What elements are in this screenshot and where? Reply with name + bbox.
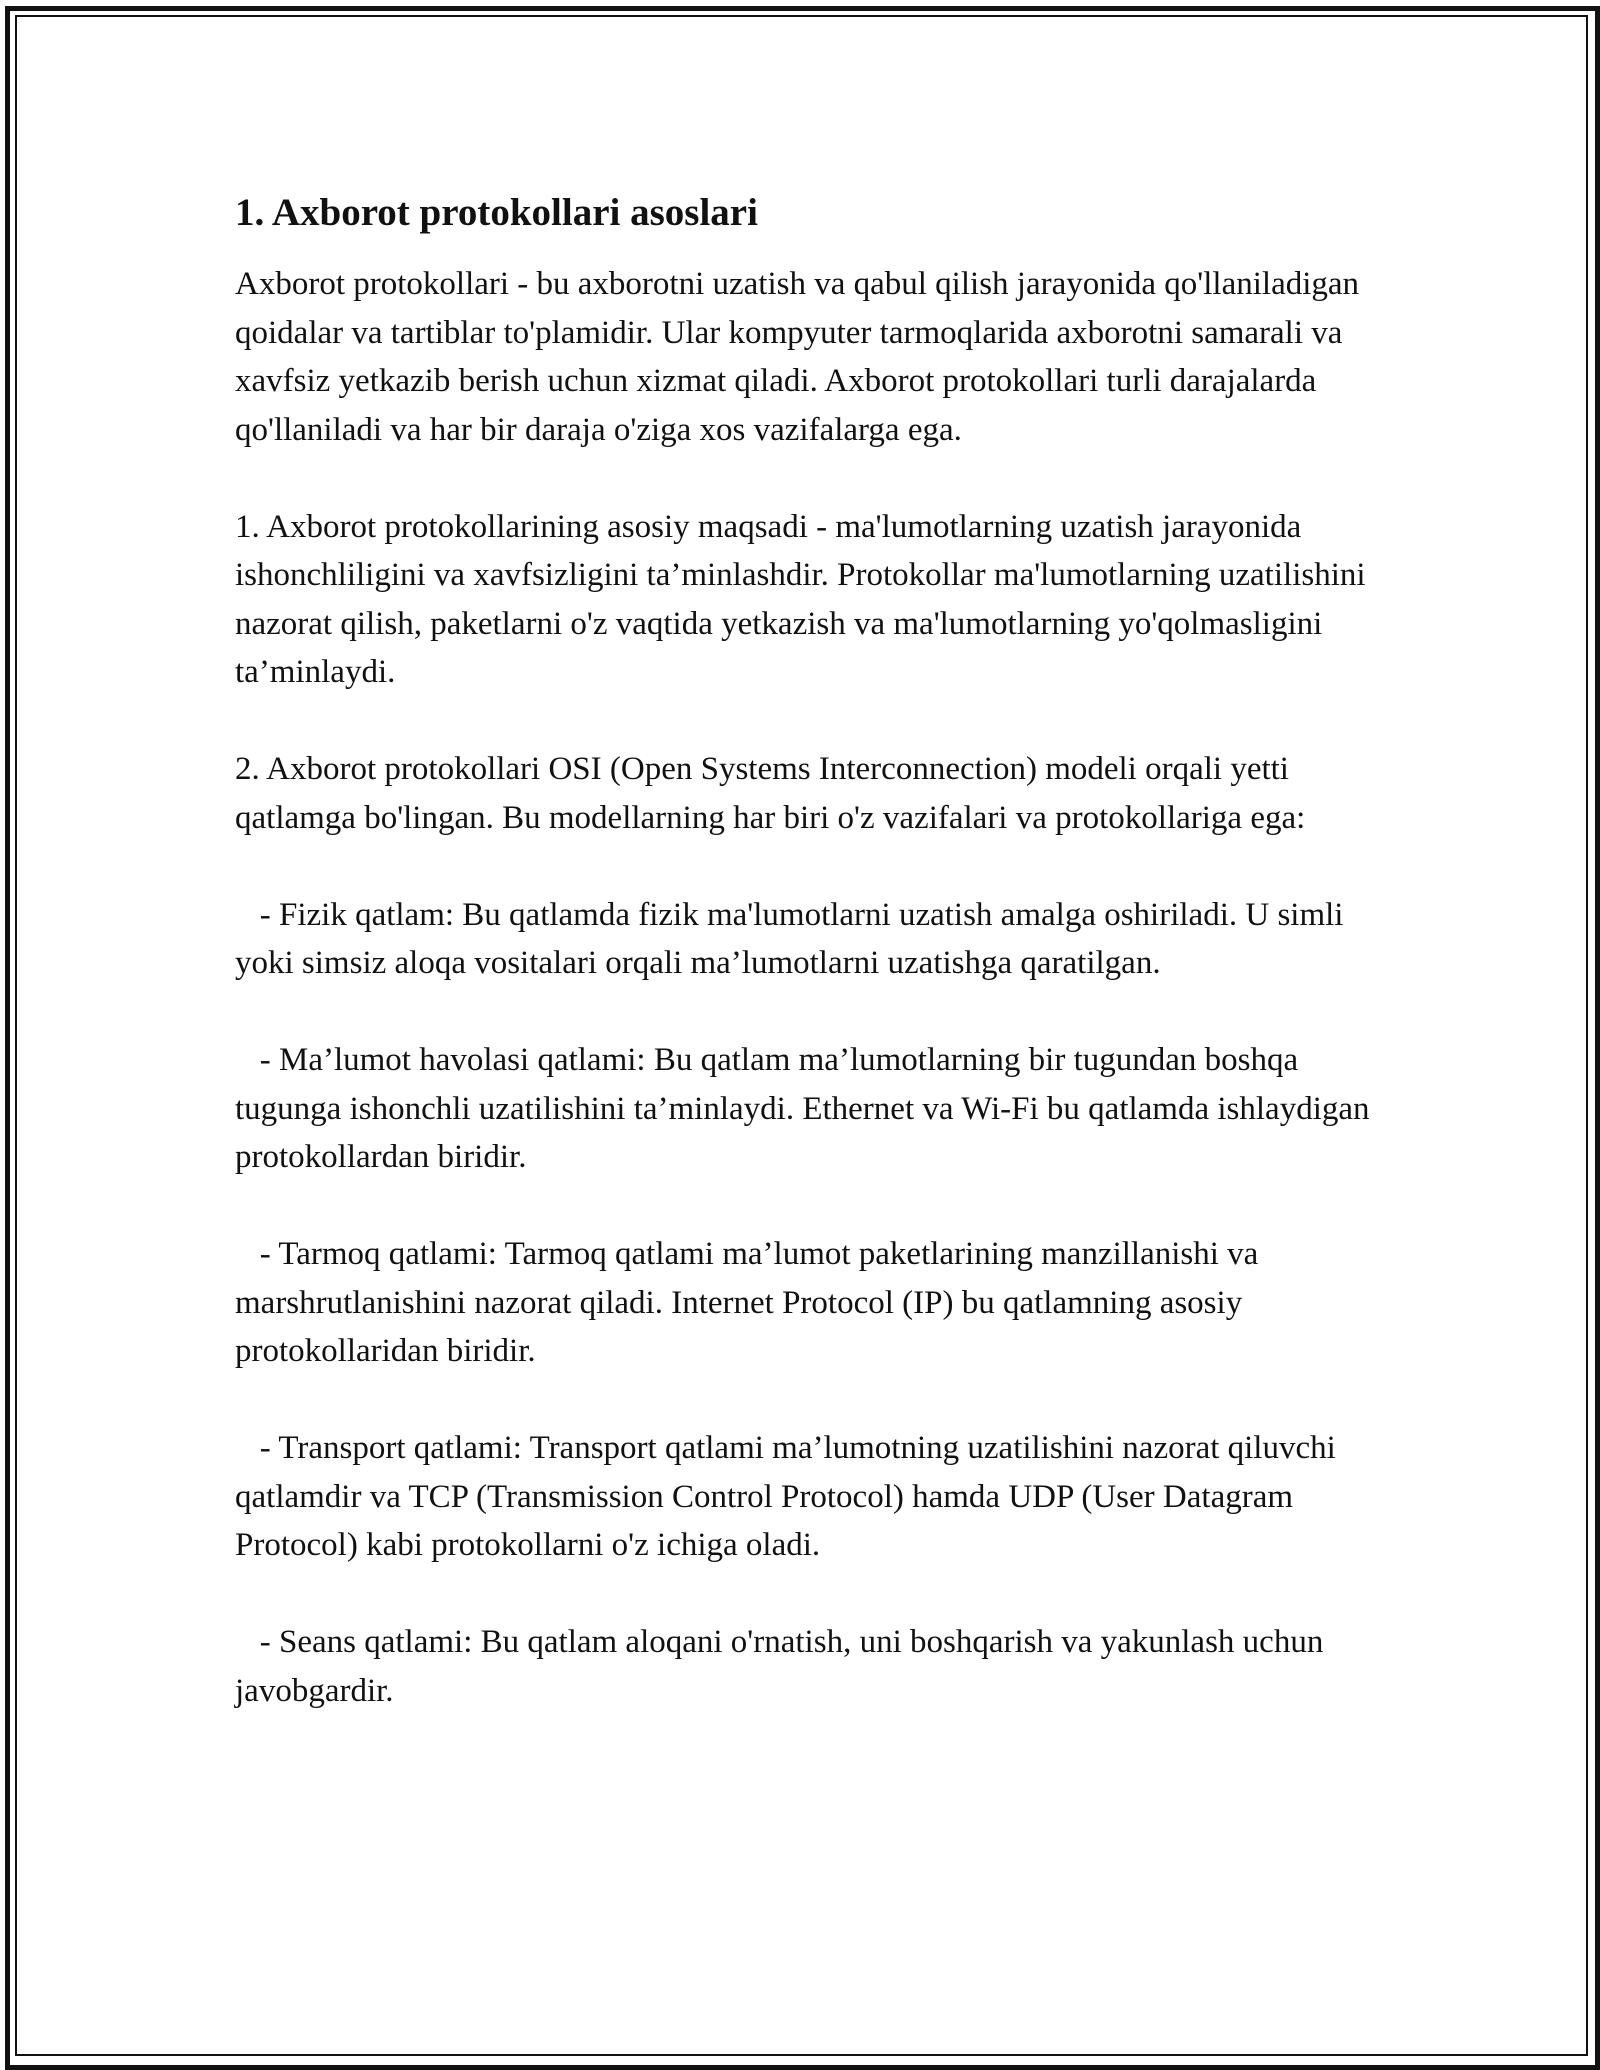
section-heading: 1. Axborot protokollari asoslari [235, 191, 758, 234]
paragraph-spacer [235, 1570, 1375, 1619]
paragraph-spacer [235, 1376, 1375, 1425]
document-body [235, 187, 1378, 1715]
paragraph-spacer [235, 1182, 1375, 1231]
paragraph-spacer [235, 842, 1375, 891]
paragraph-spacer [235, 697, 1375, 746]
layer-physical-item: - Fizik qatlam: Bu qatlamda fizik ma'lumotlarni uzatish amalga oshiriladi. U simli yoki simsiz aloqa vositalari orqali ma’lumotlarni uzatishga qaratilgan. [235, 896, 1352, 981]
layer-transport-item: - Transport qatlami: Transport qatlami ma’lumotning uzatilishini nazorat qiluvchi qatlamdir va TCP (Transmission Control Protocol) hamda UDP (User Datagram Protocol) kabi protokollarni o'z ichiga oladi. [235, 1430, 1345, 1563]
layer-datalink-item: - Ma’lumot havolasi qatlami: Bu qatlam ma’lumotlarning bir tugundan boshqa tugunga ishonchli uzatilishini ta’minlaydi. Ethernet va Wi-Fi bu qatlamda ishlaydigan protokollardan biridir. [235, 1042, 1378, 1175]
point-1-paragraph: 1. Axborot protokollarining asosiy maqsadi - ma'lumotlarning uzatish jarayonida ishonchliligini va xavfsizligini ta’minlashdir. Protokollar ma'lumotlarning uzatilishini nazorat qilish, paketlarni o'z vaqtida yetkazish va ma'lumotlarning yo'qolmasligini ta’minlaydi. [235, 508, 1374, 690]
point-2-paragraph: 2. Axborot protokollari OSI (Open Systems Interconnection) modeli orqali yetti qatlamga bo'lingan. Bu modellarning har biri o'z vazifalari va protokollariga ega: [235, 751, 1306, 836]
layer-session-item: - Seans qatlami: Bu qatlam aloqani o'rnatish, uni boshqarish va yakunlash uchun javobgardir. [235, 1624, 1332, 1709]
layer-network-item: - Tarmoq qatlami: Tarmoq qatlami ma’lumot paketlarining manzillanishi va marshrutlanishini nazorat qiladi. Internet Protocol (IP) bu qatlamning asosiy protokollaridan biridir. [235, 1236, 1267, 1369]
paragraph-spacer [235, 454, 1375, 503]
paragraph-spacer [235, 988, 1375, 1037]
intro-paragraph: Axborot protokollari - bu axborotni uzatish va qabul qilish jarayonida qo'llaniladigan qoidalar va tartiblar to'plamidir. Ular kompyuter tarmoqlarida axborotni samarali va xavfsiz yetkazib berish uchun xizmat qiladi. Axborot protokollari turli darajalarda qo'llaniladi va har bir daraja o'ziga xos vazifalarga ega. [235, 266, 1368, 448]
